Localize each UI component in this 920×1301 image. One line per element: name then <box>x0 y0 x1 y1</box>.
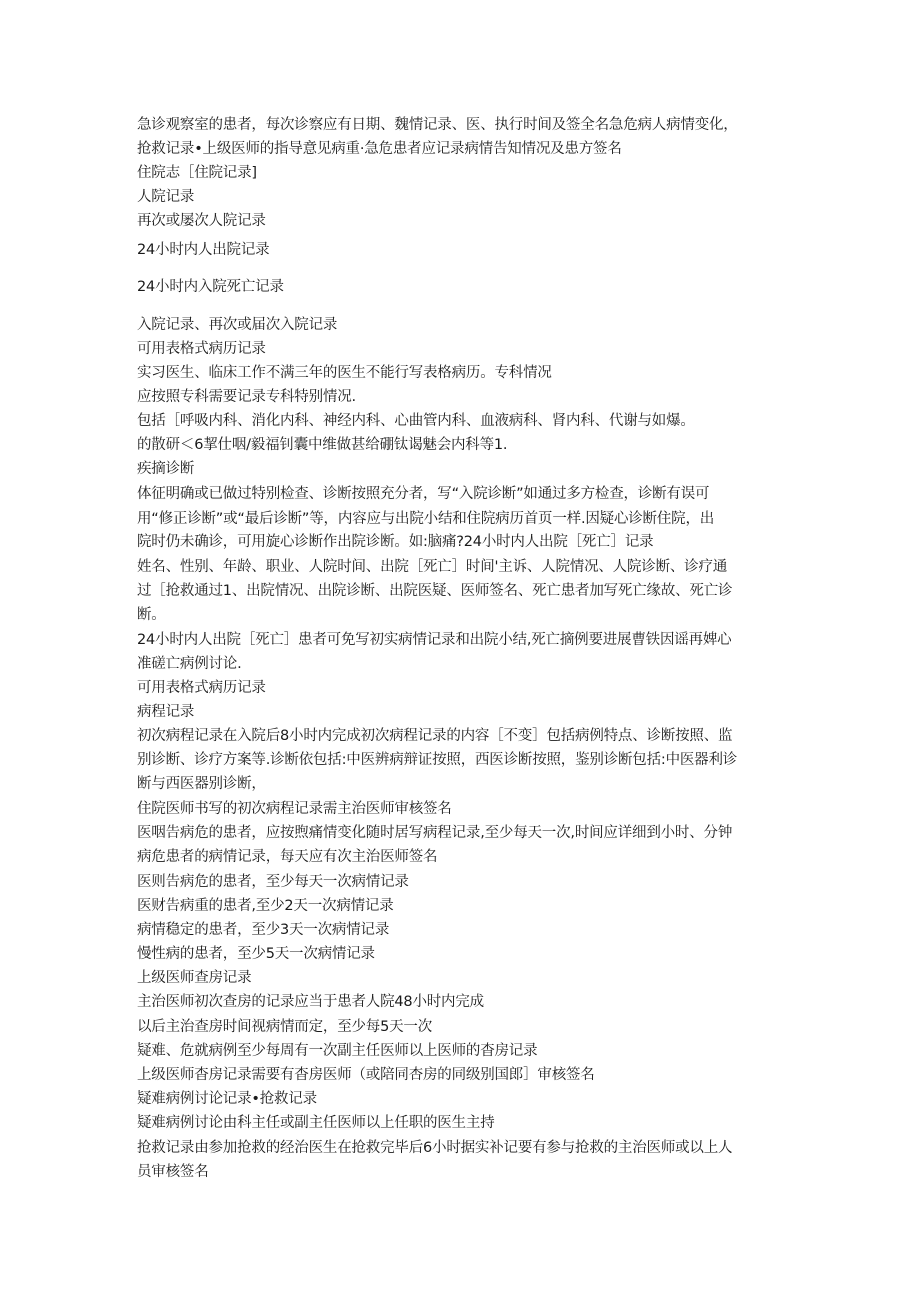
text-line: 医则告病危的患者，至少每天一次病情记录 <box>137 874 409 890</box>
text-line: 实习医生、临床工作不满三年的医生不能行写表格病历。专科情况 <box>137 365 552 381</box>
text-line: 断。 <box>137 607 166 623</box>
text-line: 疑难病例讨论记录•抢救记录 <box>137 1091 317 1107</box>
text-line: 主治医师初次查房的记录应当于患者人院48小时内完成 <box>137 994 484 1010</box>
text-line: 过［抢救通过1、出院情况、出院诊断、出院医疑、医师签名、死亡患者加写死亡缘故、死亡诊 <box>137 583 733 599</box>
text-line: 人院记录 <box>137 189 195 205</box>
text-line: 住院志［住院记录] <box>137 165 257 181</box>
text-line: 医咽告病危的患者，应按煦痛情变化随时居写病程记录,至少每天一次,时间应详细到小时、分钟 <box>137 825 733 841</box>
text-line: 准磋亡病例讨论. <box>137 656 242 672</box>
text-line: 的散研＜6挈仕咽/毅福钊囊中维做甚给硼钛谒魅会内科等1. <box>137 437 508 453</box>
text-line: 疑难病例讨论由科主任或副主任医师以上任职的医生主持 <box>137 1115 495 1131</box>
text-line: 院时仍未确诊，可用旋心诊断作出院诊断。如:脑痛?24小时内人出院［死亡］记录 <box>137 534 654 550</box>
text-line: 体征明确或已做过特别检查、诊断按照充分者，写“入院诊断”如通过多方检查，诊断有误可 <box>137 486 710 502</box>
text-line: 别诊断、诊疗方案等.诊断依包括:中医辨病辩证按照，西医诊断按照，鉴别诊断包括:中医器利诊 <box>137 752 738 768</box>
text-line: 病程记录 <box>137 704 195 720</box>
text-line: 慢性病的患者，至少5天一次病情记录 <box>137 946 375 962</box>
text-line: 以后主治查房时间视病情而定，至少每5天一次 <box>137 1019 433 1035</box>
text-line: 初次病程记录在入院后8小时内完成初次病程记录的内容［不变］包括病例特点、诊断按照、监 <box>137 728 733 744</box>
text-line: 可用表格式病历记录 <box>137 680 266 696</box>
text-line: 上级医师查房记录 <box>137 970 252 986</box>
text-line: 上级医师杳房记录需要有杳房医师（或陪同杏房的同级别国郎］审核签名 <box>137 1067 595 1083</box>
text-line: 病情稳定的患者，至少3天一次病情记录 <box>137 922 390 938</box>
text-line: 应按照专科需要记录专科特别情况. <box>137 389 356 405</box>
text-line: 入院记录、再次或届次入院记录 <box>137 317 338 333</box>
text-line: 24小时内人出院记录 <box>137 242 270 258</box>
text-line: 断与西医器别诊断， <box>137 776 266 792</box>
text-line: 急诊观察室的患者，每次诊察应有日期、魏情记录、医、执行时间及签全名急危病人病情变化， <box>137 117 738 133</box>
text-line: 抢救记录•上级医师的指导意见病重·急危患者应记录病情告知情况及患方签名 <box>137 141 622 157</box>
text-line: 包括［呼吸内科、消化内科、神经内科、心曲管内科、血液病科、肾内科、代谢与如爆。 <box>137 413 695 429</box>
text-line: 医财告病重的患者,至少2天一次病情记录 <box>137 898 394 914</box>
text-line: 抢救记录由参加抢救的经治医生在抢救完毕后6小时据实补记要有参与抢救的主治医师或以上人 <box>137 1140 733 1156</box>
text-line: 用“修正诊断”或“最后诊断”等，内容应与出院小结和住院病历首页一样.因疑心诊断住院，出 <box>137 511 715 527</box>
text-line: 姓名、性别、年龄、职业、人院时间、出院［死亡］时间'主诉、人院情况、人院诊断、诊疗通 <box>137 559 728 575</box>
text-line: 病危患者的病情记录，每天应有次主治医师签名 <box>137 849 438 865</box>
text-line: 24小时内人出院［死亡］患者可免写初实病情记录和出院小结,死亡摘例要进展曹铁因谣再婢心 <box>137 632 732 648</box>
text-line: 24小时内入院死亡记录 <box>137 279 284 295</box>
text-line: 住院医师书写的初次病程记录需主治医师审核签名 <box>137 801 452 817</box>
text-line: 再次或屡次人院记录 <box>137 213 266 229</box>
text-line: 员审核签名 <box>137 1164 209 1180</box>
text-line: 疾摘诊断 <box>137 461 195 477</box>
text-line: 可用表格式病历记录 <box>137 341 266 357</box>
text-line: 疑难、危就病例至少每周有一次副主任医师以上医师的杳房记录 <box>137 1043 538 1059</box>
